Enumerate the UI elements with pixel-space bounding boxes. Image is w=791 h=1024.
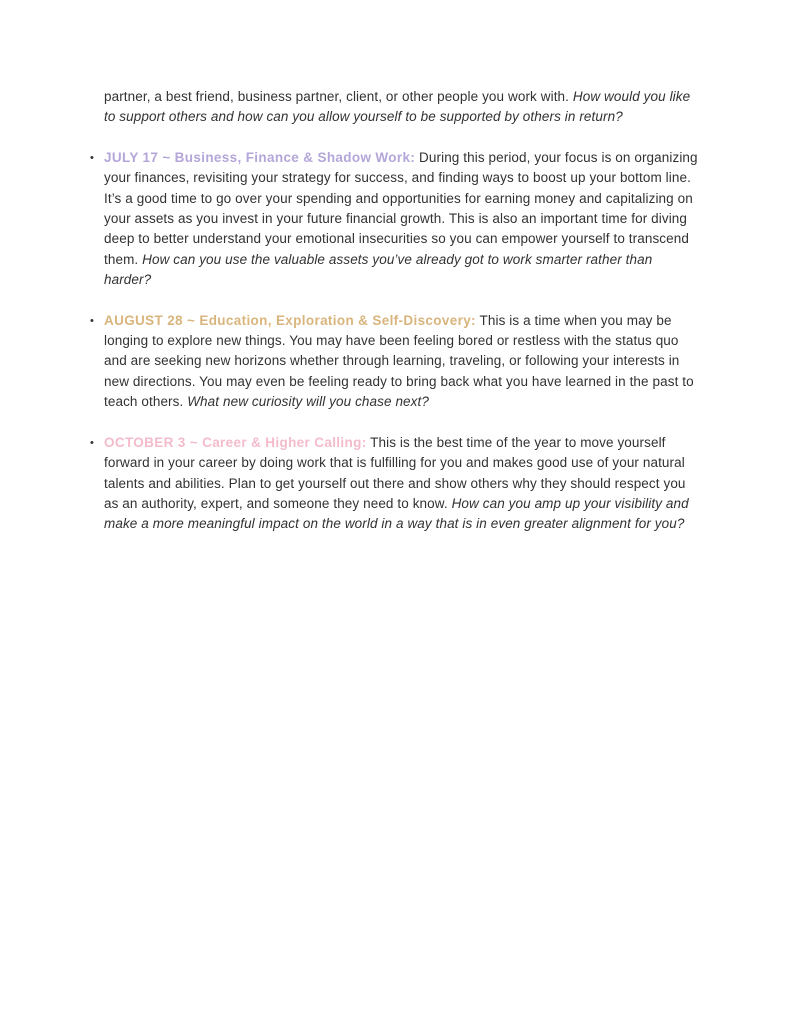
event-question: What new curiosity will you chase next? <box>187 394 429 410</box>
bullet-marker: • <box>90 314 94 327</box>
event-description: This is the best time of the year to move yourself forward in your career by doing work that is fulfilling for you and makes good use of your natural talents and abilities. Plan to get yourself out there and show others why they should respect you as an authority, expert, and someone they need to know. <box>104 434 686 511</box>
event-date-heading: JULY 17 ~ Business, Finance & Shadow Work: <box>104 149 416 165</box>
bullet-marker: • <box>90 151 94 164</box>
list-item <box>90 148 701 291</box>
intro-question: How would you like to support others and how can you allow yourself to be supported by others in return? <box>104 89 691 125</box>
page-content <box>90 87 701 535</box>
event-question: How can you use the valuable assets you’ve already got to work smarter rather than harder? <box>104 251 653 288</box>
event-list <box>90 148 701 535</box>
event-description: During this period, your focus is on organizing your finances, revisiting your strategy for success, and finding ways to boost up your bottom line. It’s a good time to go over your spending and opportunities for earning money and capitalizing on your assets as you invest in your future financial growth. This is also an important time for diving deep to better understand your emotional insecurities so you can empower yourself to transcend them. <box>104 149 698 267</box>
list-item <box>90 433 701 535</box>
bullet-marker: • <box>90 436 94 449</box>
event-date-heading: OCTOBER 3 ~ Career & Higher Calling: <box>104 434 367 450</box>
intro-paragraph <box>104 87 701 128</box>
event-question: How can you amp up your visibility and make a more meaningful impact on the world in a way that is in even greater alignment for you? <box>104 495 689 532</box>
event-date-heading: AUGUST 28 ~ Education, Exploration & Self-Discovery: <box>104 312 476 328</box>
event-description: This is a time when you may be longing to explore new things. You may have been feeling bored or restless with the status quo and are seeking new horizons whether through learning, traveling, or following your interests in new directions. You may even be feeling ready to bring back what you have learned in the past to teach others. <box>104 312 694 410</box>
intro-text: partner, a best friend, business partner, client, or other people you work with. <box>104 89 570 104</box>
list-item <box>90 311 701 413</box>
